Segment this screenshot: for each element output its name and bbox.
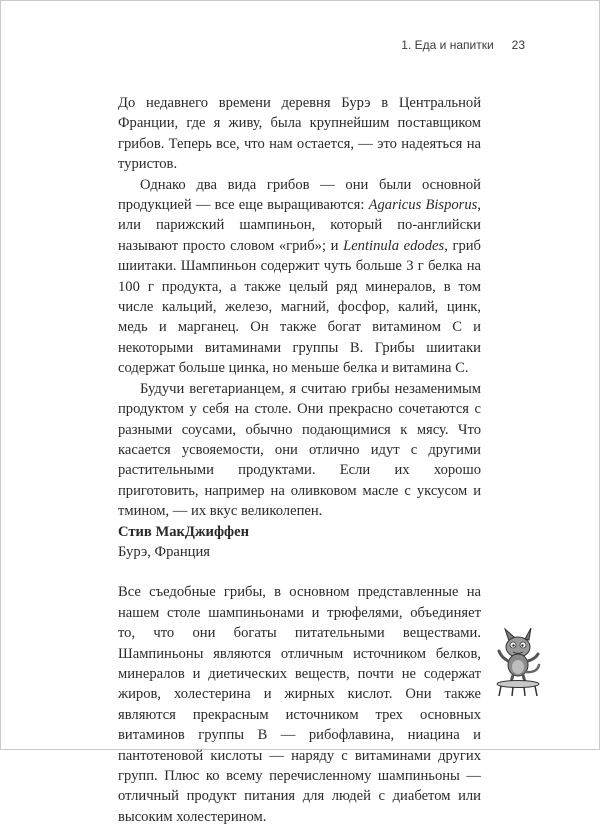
commentary-paragraph: Все съедобные грибы, в основном представленные на нашем столе шампиньонами и трюфелями, объединяет то, что они богаты питательными веществами. Шампиньоны являются отличным источником белков, минералов и диетических веществ, почти не содержат жиров, холестерина и жирных кислот. Они также являются прекрасным источником трех основных витаминов группы В — рибофлавина, ниацина и пантотеновой кислоты — наряду с витаминами других групп. Плюс ко всему перечисленному шампиньоны — отличный продукт питания для людей с диабетом или высоким холестерином.	[118, 584, 481, 825]
paragraph-text: , или парижский шампиньон, который по-английски называют просто словом «гриб»; и	[118, 197, 481, 254]
article-paragraph-3: Будучи вегетарианцем, я считаю грибы незаменимым продуктом у себя на столе. Они прекрасно сочетаются с разными соусами, обычно подающимися к мясу. Что касается усвояемости, они отлично идут с другими растительными продуктами. Если их хорошо приготовить, например на оливковом масле с уксусом и тмином, — их вкус великолепен.	[118, 380, 481, 520]
species-name-agaricus: Agaricus Bisporus	[368, 197, 478, 214]
paragraph-text: Однако два вида грибов — они были основной продукцией — все еще выращиваются:	[118, 176, 481, 214]
chapter-title: 1. Еда и напитки	[401, 38, 494, 52]
paragraph-text: , гриб шиитаки. Шампиньон содержит чуть больше 3 г белка на 100 г продукта, а также целый ряд минералов, в том числе кальций, железо, магний, фосфор, калий, цинк, медь и марганец. Он также богат витамином С и некоторыми витаминами группы В. Грибы шиитаки содержат больше цинка, но меньше белка и витамина С.	[118, 237, 481, 377]
running-header	[401, 38, 525, 52]
species-name-lentinula: Lentinula edodes	[343, 237, 445, 254]
cartoon-creature-on-trampoline-icon	[493, 627, 543, 697]
author-location: Бурэ, Франция	[118, 543, 210, 560]
page-content	[118, 93, 481, 827]
author-name: Стив МакДжиффен	[118, 523, 250, 540]
section-gap	[118, 562, 481, 582]
article-paragraph-2	[118, 175, 481, 379]
article-paragraph-1: До недавнего времени деревня Бурэ в Центральной Франции, где я живу, была крупнейшим поставщиком грибов. Теперь все, что нам остается, — это надеяться на туристов.	[118, 95, 481, 173]
page-number: 23	[511, 38, 525, 52]
